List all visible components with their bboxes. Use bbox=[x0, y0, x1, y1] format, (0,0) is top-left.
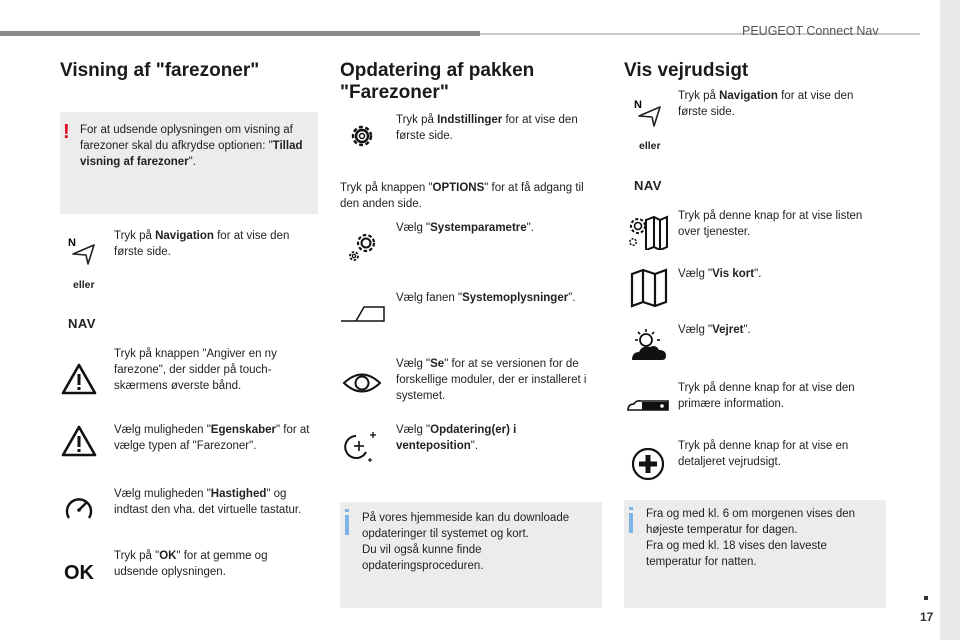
warning-text: For at udsende oplysningen om visning af farezoner skal du afkrydse optionen: "Tillad visning af farezoner". bbox=[80, 124, 303, 168]
step-opdatering: Vælg "Opdatering(er) i venteposition". bbox=[396, 424, 517, 452]
step-hastighed: Vælg muligheden "Hastighed" og indtast den vha. det virtuelle tastatur. bbox=[114, 488, 302, 516]
warning-triangle-icon[interactable] bbox=[60, 362, 98, 396]
nav-button-2[interactable]: NAV bbox=[634, 178, 662, 193]
step-ok: Tryk på "OK" for at gemme og udsende oplysningen. bbox=[114, 550, 268, 578]
step-detailed-forecast: Tryk på denne knap for at vise en detaljeret vejrudsigt. bbox=[678, 440, 849, 468]
settings-gear-icon[interactable] bbox=[346, 120, 378, 152]
header-bar bbox=[0, 31, 480, 36]
page-side-rail bbox=[940, 0, 960, 640]
page-marker bbox=[924, 596, 928, 600]
info-icon-2 bbox=[629, 513, 633, 533]
step-systemparametre: Vælg "Systemparametre". bbox=[396, 222, 534, 234]
speedometer-icon[interactable] bbox=[62, 492, 96, 526]
info-text-weather: Fra og med kl. 6 om morgenen vises den højeste temperatur for dagen. Fra og med kl. 18 vises den laveste temperatur for natten. bbox=[646, 508, 856, 568]
step-new-farezone: Tryk på knappen "Angiver en ny farezone", der sidder på touch-skærmens øverste bånd. bbox=[114, 348, 277, 392]
services-icon[interactable] bbox=[628, 214, 668, 250]
eye-icon[interactable] bbox=[342, 368, 382, 398]
eller-label-2: eller bbox=[639, 140, 661, 152]
step-navigation: Tryk på Navigation for at vise den første side. bbox=[114, 230, 290, 258]
section-title-update: Opdatering af pakken "Farezoner" bbox=[340, 60, 535, 103]
step-vis-kort: Vælg "Vis kort". bbox=[678, 268, 762, 280]
warning-triangle-icon-2[interactable] bbox=[60, 424, 98, 458]
step-options: Tryk på knappen "OPTIONS" for at få adgang til den anden side. bbox=[340, 182, 584, 210]
info-icon bbox=[345, 515, 349, 535]
header-brand: PEUGEOT Connect Nav bbox=[742, 24, 879, 38]
section-title-farezoner: Visning af "farezoner" bbox=[60, 60, 260, 81]
system-gears-icon[interactable] bbox=[346, 230, 380, 264]
step-systemoplysninger: Vælg fanen "Systemoplysninger". bbox=[396, 292, 576, 304]
svg-text:N: N bbox=[68, 237, 76, 249]
update-icon[interactable] bbox=[340, 428, 380, 464]
warning-exclamation-icon: ! bbox=[63, 121, 70, 143]
plus-icon[interactable] bbox=[630, 446, 666, 482]
step-services: Tryk på denne knap for at vise listen over tjenester. bbox=[678, 210, 863, 238]
weather-icon[interactable] bbox=[628, 328, 670, 362]
eller-label: eller bbox=[73, 279, 95, 291]
navigation-icon-2[interactable] bbox=[632, 96, 666, 130]
step-se: Vælg "Se" for at se versionen for de forskellige moduler, der er installeret i systemet. bbox=[396, 358, 587, 402]
tab-icon[interactable] bbox=[340, 303, 386, 323]
step-indstillinger: Tryk på Indstillinger for at vise den første side. bbox=[396, 114, 578, 142]
step-primary-info: Tryk på denne knap for at vise den primære information. bbox=[678, 382, 855, 410]
step-weather-navigation: Tryk på Navigation for at vise den første side. bbox=[678, 90, 854, 118]
map-icon[interactable] bbox=[630, 268, 668, 308]
section-title-weather: Vis vejrudsigt bbox=[624, 60, 749, 81]
step-egenskaber: Vælg muligheden "Egenskaber" for at vælge typen af "Farezoner". bbox=[114, 424, 310, 452]
info-text-update: På vores hjemmeside kan du downloade opdateringer til systemet og kort. Du vil også kunne finde opdateringsproceduren. bbox=[362, 512, 570, 572]
svg-text:N: N bbox=[634, 99, 642, 111]
step-vejret: Vælg "Vejret". bbox=[678, 324, 751, 336]
page-number: 17 bbox=[920, 610, 934, 624]
ok-button[interactable]: OK bbox=[64, 562, 94, 584]
navigation-icon[interactable] bbox=[66, 234, 100, 268]
info-toggle-icon[interactable] bbox=[626, 396, 670, 414]
nav-button[interactable]: NAV bbox=[68, 316, 96, 331]
